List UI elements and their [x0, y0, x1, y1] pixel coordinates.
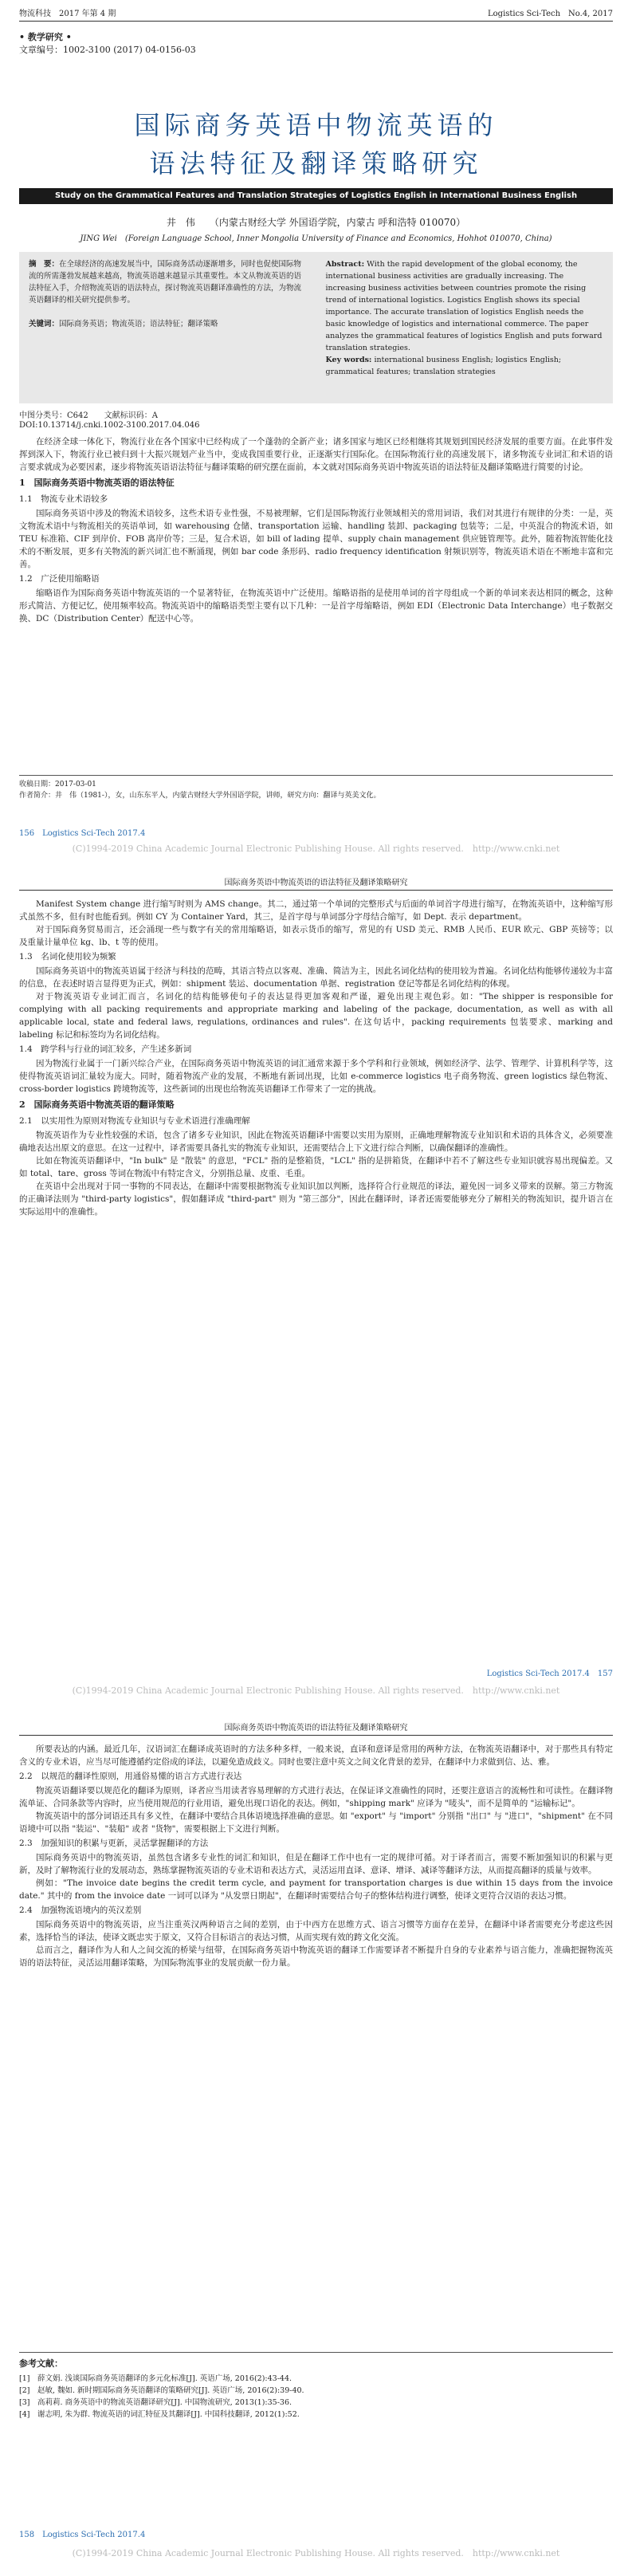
reference-item: [1] 薛文娟. 浅谈国际商务英语翻译的多元化标准[J]. 英语广场, 2016(2):43-44. [19, 2374, 292, 2383]
title-line-1: 国际商务英语中物流英语的 [134, 110, 498, 140]
running-header [19, 6, 613, 22]
body-p2 [19, 898, 613, 1647]
paragraph-2-2: 物流英语翻译要以规范化的翻译为原则，译者应当用读者容易理解的方式进行表达，在保证译文准确性的同时，还要注意语言的流畅性和可读性。在翻译物流单证、合同条款等内容时，应当使用规范的行业用语，避免出现口语化的表达。例如，"shipping mark" 应译为 "唛头"，而不是简单的 "运输标记"。 [19, 1786, 613, 1808]
title-line-2: 语法特征及翻译策略研究 [149, 148, 483, 179]
page-1 [0, 0, 632, 869]
heading-1: 1 国际商务英语中物流英语的语法特征 [19, 478, 175, 488]
paragraph-2-4: 国际商务英语中的物流英语，应当注重英汉两种语言之间的差别，由于中西方在思维方式、语言习惯等方面存在差异，在翻译中译者需要充分考虑这些因素，选择恰当的译法，使译文既忠实于原文，又符合目标语言的表达习惯，从而实现有效的跨文化交流。 [19, 1920, 613, 1942]
paragraph-1-4: 因为物流行业属于一门新兴综合产业，在国际商务英语中物流英语的词汇通常来源于多个学科和行业领域，例如经济学、法学、管理学、计算机科学等，这使得物流英语词汇量较为庞大。同时，随着物流产业的发展，不断地有新词出现，比如 e-commerce logistics 电子商务物流、green logistics 绿色物流、cross-border logistics 跨境物流等，这些新词的出现也给物流英语翻译工作带来了一定的挑战。 [19, 1059, 613, 1094]
body-p1 [19, 435, 613, 770]
paragraph-2-3b: 例如："The invoice date begins the credit term cycle, and payment for transportation charges is due within 15 days from the invoice date." 其中的 from the invoice date 一词可以译为 "从发票日期起"，在翻译时需要结合句子的整体结构进行调整，使译文更符合汉语的表达习惯。 [19, 1878, 613, 1901]
classification: 中图分类号：C642 文献标识码：A [19, 411, 158, 420]
section-tag: • 教学研究 • [19, 32, 72, 42]
header-center: 国际商务英语中物流英语的语法特征及翻译策略研究 [224, 1724, 408, 1732]
keywords-cn-label: 关键词： [29, 320, 60, 328]
english-title: Study on the Grammatical Features and Translation Strategies of Logistics English in International Business English [19, 188, 613, 204]
abstract-en [316, 252, 614, 403]
abstract-cn-label: 摘 要： [29, 260, 60, 269]
abstract-en-text: With the rapid development of the global economy, the international business activities are gradually increasing. The increasing business activities between countries promote the rising trend of international logistics. Logistics English shows its special importance. The accurate translation of logistics English needs the basic knowledge of logistics and international commerce. The paper analyzes the grammatical features of logistics English and puts forward translation strategies. [325, 260, 603, 352]
heading-1-3: 1.3 名词化使用较为频繁 [19, 952, 116, 962]
paragraph-2-2b: 物流英语中的部分词语还具有多义性，在翻译中要结合具体语境选择准确的意思。如 "export" 与 "import" 分别指 "出口" 与 "进口"，"shipment" 在不同语境中可以指 "装运"、"装船" 或者 "货物"，需要根据上下文进行判断。 [19, 1811, 613, 1834]
heading-2-3: 2.3 加强知识的积累与更新，灵活掌握翻译的方法 [19, 1839, 209, 1848]
heading-1-2: 1.2 广泛使用缩略语 [19, 574, 100, 584]
copyright-line: (C)1994-2019 China Academic Journal Electronic Publishing House. All rights reserved. http://www.cnki.net [72, 1685, 560, 1696]
paragraph-2-1b: 比如在物流英语翻译中，"In bulk" 是 "散装" 的意思，"FCL" 指的是整箱货，"LCL" 指的是拼箱货，在翻译中若不了解这些专业知识就容易出现偏差。又如 total、tare、gross 等词在物流中有特定含义，分别指总量、皮重、毛重。 [19, 1156, 613, 1178]
keywords-cn-text: 国际商务英语；物流英语；语法特征；翻译策略 [59, 320, 218, 328]
references [19, 2352, 613, 2421]
running-header [19, 1721, 613, 1736]
conclusion: 总而言之，翻译作为人和人之间交流的桥梁与纽带，在国际商务英语中物流英语的翻译工作需要译者不断提升自身的专业素养与语言能力，准确把握物流英语的语法特征，灵活运用翻译策略，为国际物流事业的发展贡献一份力量。 [19, 1945, 613, 1968]
paragraph-b: 对于国际商务贸易而言，还会涌现一些与数字有关的常用缩略语，如表示货币的缩写，常见的有 USD 美元、RMB 人民币、EUR 欧元、GBP 英镑等；以及重量计量单位 kg、lb、t 等的使用。 [19, 925, 613, 947]
page-2 [0, 869, 632, 1714]
author-line: 井 伟 （内蒙古财经大学 外国语学院，内蒙古 呼和浩特 010070） [166, 217, 466, 228]
header-center: 国际商务英语中物流英语的语法特征及翻译策略研究 [224, 879, 408, 887]
keywords-en-text: international business English; logistics English; grammatical features; translation strategies [325, 356, 562, 376]
footer-right: Logistics Sci-Tech 2017.4 157 [486, 1669, 613, 1678]
footer-left: 158 Logistics Sci-Tech 2017.4 [19, 2531, 146, 2539]
paragraph-2-1c: 在英语中会出现对于同一事物的不同表达，在翻译中需要根据物流专业知识加以判断，选择符合行业规范的译法，避免因一词多义带来的误解。第三方物流的正确译法则为 "third-party logistics"，假如翻译成 "third-part" 则为 "第三部分"，因此在翻译时，译者还需要能够充分了解相关的物流知识，提升语言在实际运用中的准确性。 [19, 1182, 613, 1217]
paragraph-2-1: 物流英语作为专业性较强的术语，包含了诸多专业知识，因此在物流英语翻译中需要以实用为原则，正确地理解物流专业知识和术语的具体含义，必须要准确地表达出原文的意思。在这一过程中，译者需要具备扎实的物流专业知识，还需要结合上下文进行综合判断，以确保翻译的准确性。 [19, 1131, 613, 1153]
body-p3 [19, 1743, 613, 2333]
heading-2-1: 2.1 以实用性为原则对物流专业知识与专业术语进行准确理解 [19, 1116, 250, 1126]
paragraph-a: 所要表达的内涵。最近几年，汉语词汇在翻译成英语时的方法多种多样，一般来说，直译和意译是常用的两种方法，在物流英语翻译中，对于那些具有特定含义的专业术语，应当尽可能遵循约定俗成的译法，以避免造成歧义。同时也要注意中英文之间文化背景的差异，在翻译中力求做到信、达、雅。 [19, 1744, 613, 1767]
intro-paragraph: 在经济全球一体化下，物流行业在各个国家中已经构成了一个蓬勃的全新产业；诸多国家与地区已经相继将其规划到国民经济发展的重要方面。在此事件发挥到深入下，物流行业已被归到十大振兴规划产业当中，变成我国重要行业，正逐渐实行国际化。在国际物流行业的高速发展下，诸多物流专业词汇和术语的语言要求就成为必要因素，逐步将物流英语语法特征与翻译策略的研究摆在面前，本文就对国际商务英语中物流英语的语法特征及翻译策略进行简要的讨论。 [19, 437, 613, 472]
paragraph-a: Manifest System change 进行缩写时则为 AMS change。其二，通过第一个单词的完整形式与后面的单词首字母进行缩写，在物流英语中，这种缩写形式虽然不多，但有时也能看到。例如 CY 为 Container Yard，其三，是首字母与单词部分字母结合缩写，如 Dept. 表示 department。 [19, 899, 613, 922]
copyright-line: (C)1994-2019 China Academic Journal Electronic Publishing House. All rights reserved. http://www.cnki.net [72, 2548, 560, 2558]
header-left: 物流科技 2017 年第 4 期 [19, 10, 116, 18]
author-line-en: JING Wei (Foreign Language School, Inner Mongolia University of Finance and Economics, Hohhot 010070, China) [80, 234, 552, 243]
reference-item: [3] 高莉莉. 商务英语中的物流英语翻译研究[J]. 中国物流研究, 2013(1):35-36. [19, 2398, 292, 2407]
paragraph-1-3: 国际商务英语中的物流英语属于经济与科技的范畴，其语言特点以客观、准确、简洁为主，因此名词化结构的使用较为普遍。名词化结构能够传递较为丰富的信息，在表述时语言显得更为正式，例如：shipment 装运、documentation 单据、registration 登记等都是名词化结构的体现。 [19, 966, 613, 989]
doi: DOI:10.13714/j.cnki.1002-3100.2017.04.046 [19, 421, 200, 430]
heading-2-4: 2.4 加强物流语境内的英汉差别 [19, 1905, 142, 1915]
heading-1-1: 1.1 物流专业术语较多 [19, 494, 108, 504]
keywords-en-label: Key words: [325, 356, 372, 364]
reference-item: [4] 谢志明, 朱为群. 物流英语的词汇特征及其翻译[J]. 中国科技翻译, 2012(1):52. [19, 2410, 300, 2419]
abstract-en-label: Abstract: [325, 260, 365, 269]
heading-2: 2 国际商务英语中物流英语的翻译策略 [19, 1099, 175, 1110]
footer-left: 156 Logistics Sci-Tech 2017.4 [19, 829, 146, 838]
reference-item: [2] 赵敏, 魏如. 新时期国际商务英语翻译的策略研究[J]. 英语广场, 2016(2):39-40. [19, 2386, 304, 2395]
footnote: 收稿日期：2017-03-01 作者简介：井 伟（1981-），女，山东东平人，内蒙古财经大学外国语学院，讲师，研究方向：翻译与英美文化。 [19, 775, 613, 801]
abstract-box [19, 252, 613, 403]
running-header [19, 875, 613, 891]
paragraph-2-3: 国际商务英语中的物流英语，虽然包含诸多专业性的词汇和知识，但是在翻译工作中也有一定的规律可循。对于译者而言，需要不断加强知识的积累与更新，及时了解物流行业的发展动态，熟练掌握物流英语的专业术语和表达方式，灵活运用直译、意译、增译、减译等翻译方法，从而提高翻译的质量与效率。 [19, 1853, 613, 1875]
doc-id: 文章编号：1002-3100 (2017) 04-0156-03 [19, 45, 196, 55]
paragraph-1-1: 国际商务英语中涉及的物流术语较多，这些术语专业性强，不易被理解，它们是国际物流行业领域相关的常用词语，我们对其进行有规律的分类：一是，英文物流术语中与物流相关的英语单词，如 warehousing 仓储、transportation 运输、handling 装卸、packaging 包装等；二是，中英混合的物流术语，如 TEU 标准箱、CIF 到岸价、FOB 离岸价等；三是，复合术语，如 bill of lading 提单、supply chain management 供应链管理等。此外，随着物流智能化技术的不断发展，更多有关物流的新兴词汇也不断涌现，例如 bar code 条形码、radio frequency identification 射频识别等，物流英语术语在不断地丰富和完善。 [19, 509, 613, 569]
header-right: Logistics Sci-Tech No.4, 2017 [488, 10, 613, 18]
abstract-cn [19, 252, 316, 403]
abstract-cn-text: 在全球经济的高速发展当中，国际商务活动逐渐增多，同时也促使国际物流的所需蓬勃发展越来越高，物流英语越来越显示其重要性。本文从物流英语的语法特征入手，介绍物流英语的语法特点，探讨物流英语翻译准确性的方法，为物流英语翻译的相关研究提供参考。 [29, 260, 302, 305]
copyright-line: (C)1994-2019 China Academic Journal Electronic Publishing House. All rights reserved. http://www.cnki.net [72, 844, 560, 854]
page-3 [0, 1714, 632, 2576]
paragraph-1-2: 缩略语作为国际商务英语中物流英语的一个显著特征，在物流英语中广泛使用。缩略语指的是使用单词的首字母组成一个新的单词来表达相同的概念，这种形式简洁、方便记忆，使用频率较高。物流英语中的缩略语类型主要有以下几种：一是首字母缩略语，例如 EDI（Electronic Data Interchange）电子数据交换、DC（Distribution Center）配送中心等。 [19, 588, 613, 623]
paragraph-1-3b: 对于物流英语专业词汇而言，名词化的结构能够使句子的表达显得更加客观和严谨，避免出现主观色彩。如："The shipper is responsible for complying with all packing requirements and appropriate marking and labeling of the package, documentation, as well as with all applicable local, state and federal laws, regulations, ordinances and rules". 在这句话中，packing requirements 包装要求、marking and labeling 标记和标签均为名词化结构。 [19, 992, 613, 1040]
heading-2-2: 2.2 以规范的翻译性原则，用通俗易懂的语言方式进行表达 [19, 1772, 242, 1781]
references-title: 参考文献： [19, 2358, 63, 2369]
heading-1-4: 1.4 跨学科与行业的词汇较多，产生述多新词 [19, 1044, 192, 1054]
